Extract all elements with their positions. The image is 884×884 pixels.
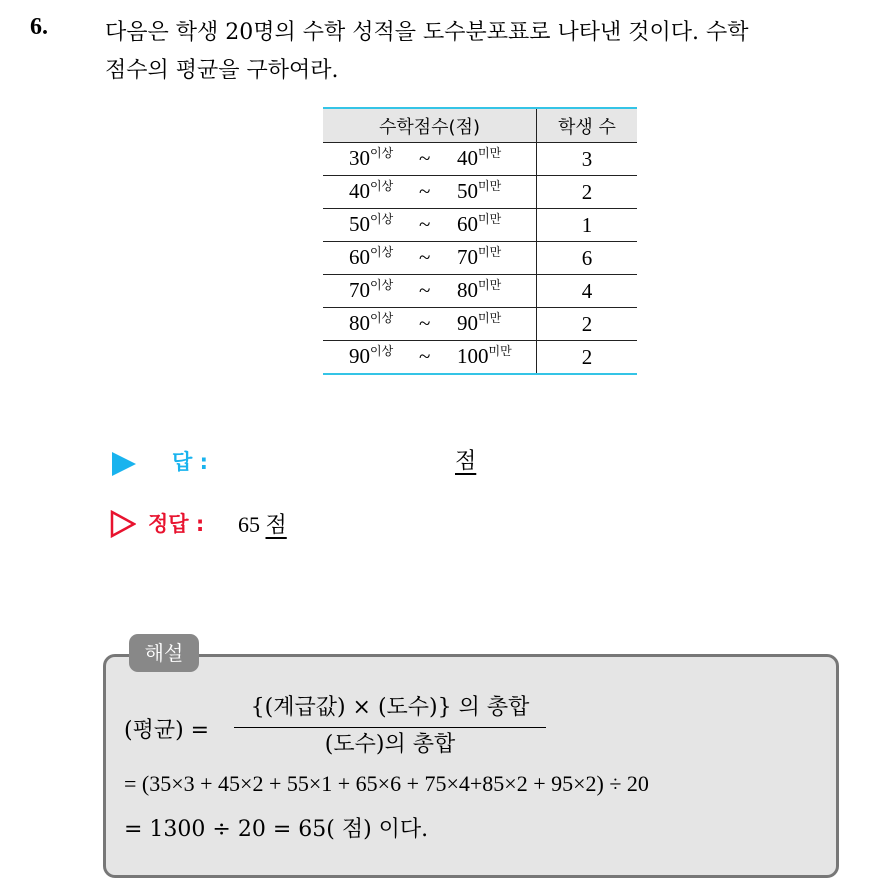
- table-header-row: [323, 108, 637, 143]
- table-row: [323, 341, 637, 375]
- lt-mark: 미만: [478, 211, 502, 226]
- range-high: 70: [457, 244, 478, 269]
- outline-triangle-icon: [110, 510, 136, 538]
- student-count: 2: [537, 308, 638, 341]
- range-low: 80: [349, 310, 370, 335]
- range-low: 50: [349, 211, 370, 236]
- lt-mark: 미만: [478, 310, 502, 325]
- range-high: 60: [457, 211, 478, 236]
- ge-mark: 이상: [370, 244, 394, 259]
- score-range: [323, 176, 537, 209]
- ge-mark: 이상: [370, 343, 394, 358]
- score-range: [323, 275, 537, 308]
- correct-value: 65: [238, 512, 260, 537]
- question-line-2: 점수의 평균을 구하여라.: [105, 58, 339, 83]
- table-body: [323, 143, 637, 375]
- score-range: [323, 242, 537, 275]
- range-tilde: ~: [419, 244, 431, 269]
- range-low: 90: [349, 343, 370, 368]
- range-low: 40: [349, 178, 370, 203]
- range-tilde: ~: [419, 145, 431, 170]
- question-number: 6.: [30, 14, 48, 40]
- filled-triangle-icon: [112, 452, 136, 476]
- lt-mark: 미만: [488, 343, 512, 358]
- range-low: 30: [349, 145, 370, 170]
- range-high: 80: [457, 277, 478, 302]
- student-count: 6: [537, 242, 638, 275]
- ge-mark: 이상: [370, 145, 394, 160]
- student-count: 2: [537, 176, 638, 209]
- lt-mark: 미만: [478, 145, 502, 160]
- score-range: [323, 341, 537, 375]
- correct-unit: 점: [265, 513, 287, 538]
- header-score: 수학점수(점): [323, 108, 537, 143]
- range-tilde: ~: [419, 310, 431, 335]
- lt-mark: 미만: [478, 277, 502, 292]
- correct-label: 정답 :: [148, 512, 205, 536]
- student-count: 3: [537, 143, 638, 176]
- frequency-table: [323, 107, 637, 375]
- solution-denominator: (도수)의 총합: [324, 732, 456, 757]
- solution-line-2: = (35×3 + 45×2 + 55×1 + 65×6 + 75×4+85×2 + 95×2) ÷ 20: [124, 771, 649, 796]
- student-count: 2: [537, 341, 638, 375]
- table-row: [323, 143, 637, 176]
- ge-mark: 이상: [370, 178, 394, 193]
- solution-lhs: (평균) =: [124, 718, 210, 743]
- table-row: [323, 176, 637, 209]
- score-range: [323, 308, 537, 341]
- score-range: [323, 143, 537, 176]
- answer-unit: 점: [455, 449, 477, 474]
- solution-fraction: [234, 693, 546, 760]
- answer-row: [110, 444, 530, 480]
- student-count: 1: [537, 209, 638, 242]
- range-low: 70: [349, 277, 370, 302]
- student-count: 4: [537, 275, 638, 308]
- range-high: 90: [457, 310, 478, 335]
- solution-box: [103, 654, 839, 878]
- range-high: 40: [457, 145, 478, 170]
- solution-numerator: {(계급값) × (도수)} 의 총합: [250, 695, 530, 720]
- table-row: [323, 275, 637, 308]
- lt-mark: 미만: [478, 178, 502, 193]
- ge-mark: 이상: [370, 310, 394, 325]
- lt-mark: 미만: [478, 244, 502, 259]
- table-row: [323, 308, 637, 341]
- solution-tab: 해설: [129, 634, 199, 672]
- range-tilde: ~: [419, 178, 431, 203]
- correct-value-group: [238, 508, 287, 539]
- header-count: 학생 수: [537, 108, 638, 143]
- table-row: [323, 209, 637, 242]
- range-high: 100: [457, 343, 489, 368]
- range-high: 50: [457, 178, 478, 203]
- range-tilde: ~: [419, 211, 431, 236]
- answer-label: 답 :: [172, 450, 208, 474]
- table-row: [323, 242, 637, 275]
- solution-line-3: = 1300 ÷ 20 = 65( 점) 이다.: [124, 817, 429, 842]
- question-text: [105, 14, 865, 90]
- ge-mark: 이상: [370, 277, 394, 292]
- correct-answer-row: [110, 506, 510, 542]
- score-range: [323, 209, 537, 242]
- question-line-1: 다음은 학생 20명의 수학 성적을 도수분포표로 나타낸 것이다. 수학: [105, 20, 749, 45]
- range-tilde: ~: [419, 277, 431, 302]
- range-tilde: ~: [419, 343, 431, 368]
- range-low: 60: [349, 244, 370, 269]
- ge-mark: 이상: [370, 211, 394, 226]
